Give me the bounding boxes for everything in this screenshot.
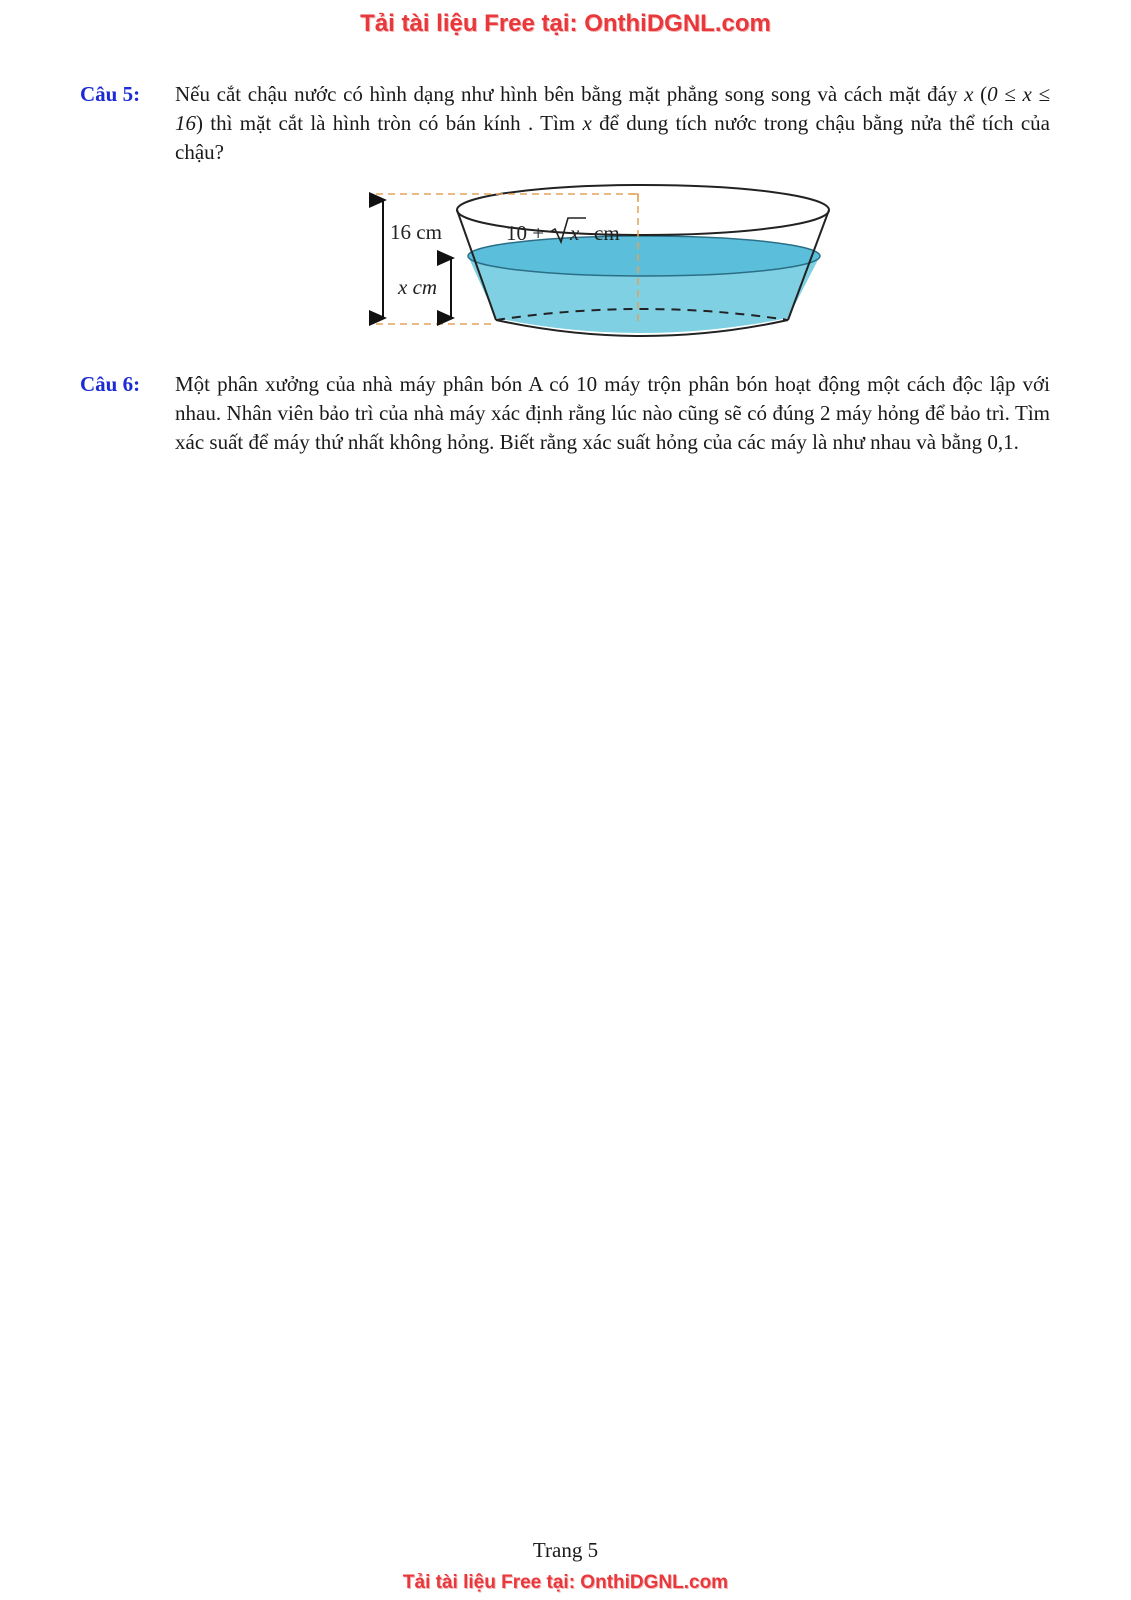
math-variable: x [964, 82, 974, 106]
question-text-part: để dung tích nước trong chậu bằng nửa thể tích của chậu? [175, 111, 1051, 164]
bowl-diagram [368, 180, 848, 360]
label-radius-root: x [570, 221, 580, 245]
label-x: x cm [398, 275, 438, 299]
bowl-figure [368, 180, 848, 360]
math-variable: x [582, 111, 592, 135]
axis-top-tick [630, 194, 638, 202]
question-text-part: ) thì mặt cắt là hình tròn có bán kính . Tìm [196, 111, 576, 135]
label-radius-unit: cm [594, 221, 620, 245]
question-text [175, 80, 1050, 167]
period: . [1013, 430, 1019, 454]
question-text-part: Một phân xưởng của nhà máy phân bón A có 10 máy trộn phân bón hoạt động một cách độc lập với nhau. Nhân viên bảo trì của nhà máy xác định rằng lúc nào cũng sẽ có đúng 2 máy hỏng để bảo trì. Tìm xác suất để máy thứ nhất không hỏng. Biết rằng xác suất hỏng của các máy là như nhau và bằng [175, 372, 1050, 454]
header-banner[interactable]: Tải tài liệu Free tại: OnthiDGNL.com [360, 10, 771, 37]
question-6 [80, 370, 1050, 490]
footer-banner[interactable]: Tải tài liệu Free tại: OnthiDGNL.com [402, 1572, 729, 1593]
question-label: Câu 5: [80, 82, 141, 106]
question-label: Câu 6: [80, 372, 141, 396]
question-text-part: Nếu cắt chậu nước có hình dạng như hình bên bằng mặt phẳng song song và cách mặt đáy [175, 82, 958, 106]
paren: ( [973, 82, 988, 106]
math-range: 0 ≤ x ≤ 16 [175, 82, 1051, 135]
math-value: 0,1 [987, 430, 1014, 454]
label-height: 16 cm [390, 220, 442, 244]
question-text [175, 370, 1050, 457]
page-number: Trang 5 [532, 1538, 599, 1562]
label-radius-prefix: 10 + [506, 221, 545, 245]
question-5 [80, 80, 1050, 170]
